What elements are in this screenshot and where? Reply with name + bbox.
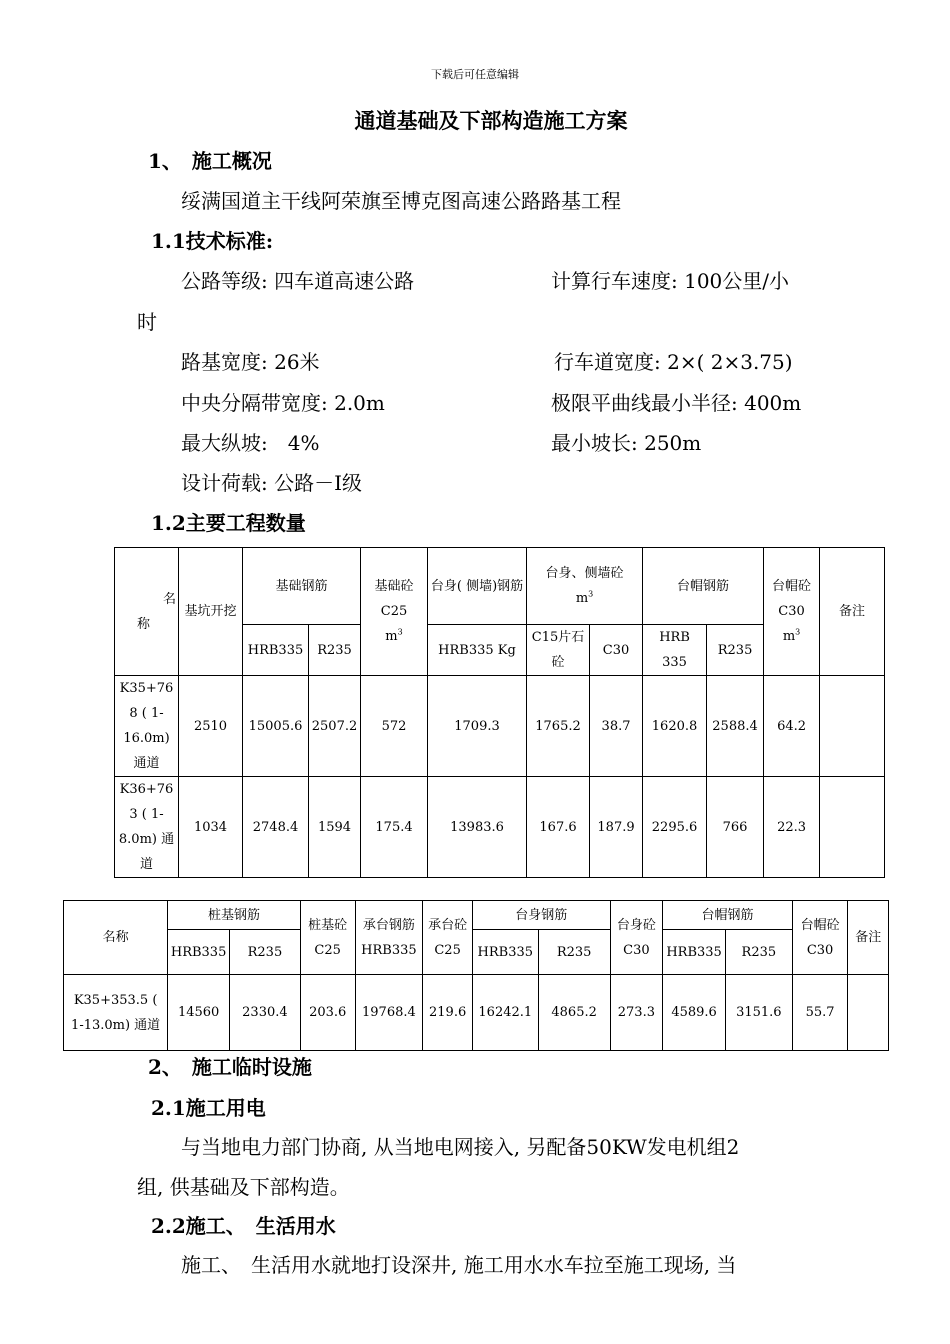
quantity-table-2	[63, 900, 889, 1051]
subheader-c30: C30	[590, 625, 643, 676]
table-cell: 14560	[168, 975, 230, 1051]
table-cell: 22.3	[764, 777, 820, 878]
table-cell: K36+763 ( 1-8.0m) 通道	[115, 777, 179, 878]
subheader-hrb335-b: HRB 335	[643, 625, 707, 676]
table-cell: 16242.1	[472, 975, 538, 1051]
table-cell: 572	[361, 676, 428, 777]
project-name: 绥满国道主干线阿荣旗至博克图高速公路路基工程	[181, 189, 621, 213]
subheader-r235: R235	[309, 625, 361, 676]
design-speed-cont: 时	[137, 310, 157, 334]
design-speed: 计算行车速度: 100公里/小	[551, 269, 790, 293]
table-cell: K35+768 ( 1-16.0m) 通道	[115, 676, 179, 777]
min-radius: 极限平曲线最小半径: 400m	[551, 391, 802, 415]
col-header-cap-conc: 台帽砼C30 $m^3$	[764, 548, 820, 676]
water-paragraph-line-1: 施工、 生活用水就地打设深井, 施工用水水车拉至施工现场, 当	[181, 1253, 737, 1277]
col-header-abut-steel: 台身( 侧墙)钢筋	[428, 548, 527, 625]
table-cell: 1765.2	[527, 676, 590, 777]
col-header-pit: 基坑开挖	[179, 548, 243, 676]
subgrade-width: 路基宽度: 26米	[181, 350, 320, 374]
section-1-2-heading: 1.2主要工程数量	[151, 511, 306, 535]
table-cell: 2330.4	[229, 975, 300, 1051]
table-cell: 13983.6	[428, 777, 527, 878]
table-cell: 175.4	[361, 777, 428, 878]
subheader-c15: C15片石砼	[527, 625, 590, 676]
median-width: 中央分隔带宽度: 2.0m	[181, 391, 385, 415]
section-2-2-heading: 2.2施工、 生活用水	[151, 1214, 336, 1238]
subheader-hrb335-kg: HRB335 Kg	[428, 625, 527, 676]
col-header-abut-conc: 台身砼C30	[610, 901, 663, 975]
min-slope-length: 最小坡长: 250m	[551, 431, 702, 455]
table-cell: 38.7	[590, 676, 643, 777]
table-cell: K35+353.5 ( 1-13.0m) 通道	[64, 975, 168, 1051]
subheader-r235-b: R235	[707, 625, 764, 676]
page-header: 下载后可任意编辑	[431, 68, 519, 81]
road-grade: 公路等级: 四车道高速公路	[181, 269, 415, 293]
power-paragraph-line-2: 组, 供基础及下部构造。	[137, 1175, 350, 1199]
table-cell: 2295.6	[643, 777, 707, 878]
table-cell: 2588.4	[707, 676, 764, 777]
col-header-name: 名称	[64, 901, 168, 975]
table-cell	[820, 777, 885, 878]
table-cell: 15005.6	[243, 676, 309, 777]
table-row	[115, 676, 885, 777]
table-cell: 187.9	[590, 777, 643, 878]
table-cell: 1034	[179, 777, 243, 878]
col-header-found-conc: 基础砼C25 $m^3$	[361, 548, 428, 676]
table-cell: 19768.4	[355, 975, 423, 1051]
subheader-hrb335: HRB335	[243, 625, 309, 676]
col-header-capb-conc: 台帽砼C30	[792, 901, 848, 975]
table-cell: 1709.3	[428, 676, 527, 777]
design-load: 设计荷载: 公路－Ⅰ级	[181, 471, 362, 495]
col-header-cap-conc: 承台砼C25	[423, 901, 473, 975]
col-header-abut-steel: 台身钢筋	[472, 901, 610, 930]
table-cell: 2510	[179, 676, 243, 777]
table-cell: 273.3	[610, 975, 663, 1051]
col-header-pile-conc: 桩基砼C25	[300, 901, 355, 975]
table-cell: 203.6	[300, 975, 355, 1051]
section-1-1-heading: 1.1技术标准:	[151, 229, 274, 253]
table-cell: 2748.4	[243, 777, 309, 878]
col-header-pile-steel: 桩基钢筋	[168, 901, 301, 930]
table-cell: 64.2	[764, 676, 820, 777]
table-cell: 1620.8	[643, 676, 707, 777]
table-cell: 167.6	[527, 777, 590, 878]
table-row	[115, 777, 885, 878]
col-header-capb-steel: 台帽钢筋	[663, 901, 793, 930]
col-header-found-steel: 基础钢筋	[243, 548, 361, 625]
col-header-cap-steel: 台帽钢筋	[643, 548, 764, 625]
subheader-r235: R235	[229, 930, 300, 975]
table-cell: 3151.6	[725, 975, 792, 1051]
table-cell: 766	[707, 777, 764, 878]
table-cell: 55.7	[792, 975, 848, 1051]
table-cell: 219.6	[423, 975, 473, 1051]
section-1-heading: 1、 施工概况	[148, 149, 272, 173]
col-header-name: 名 称	[115, 548, 179, 676]
table-cell	[820, 676, 885, 777]
table-cell: 4865.2	[538, 975, 610, 1051]
quantity-table-1	[114, 547, 885, 878]
subheader-hrb335: HRB335	[663, 930, 726, 975]
power-paragraph-line-1: 与当地电力部门协商, 从当地电网接入, 另配备50KW发电机组2	[181, 1135, 740, 1159]
lane-width: 行车道宽度: 2×( 2×3.75)	[554, 350, 793, 374]
col-header-abut-conc: 台身、侧墙砼 $m^3$	[527, 548, 643, 625]
section-2-heading: 2、 施工临时设施	[148, 1055, 312, 1079]
col-header-note: 备注	[848, 901, 889, 975]
subheader-hrb335: HRB335	[472, 930, 538, 975]
page-title: 通道基础及下部构造施工方案	[354, 108, 628, 133]
table-cell: 1594	[309, 777, 361, 878]
table-cell	[848, 975, 889, 1051]
max-grade: 最大纵坡: 4%	[181, 431, 320, 455]
subheader-hrb335: HRB335	[168, 930, 230, 975]
col-header-note: 备注	[820, 548, 885, 676]
table-cell: 4589.6	[663, 975, 726, 1051]
table-cell: 2507.2	[309, 676, 361, 777]
subheader-r235: R235	[538, 930, 610, 975]
section-2-1-heading: 2.1施工用电	[151, 1096, 266, 1120]
col-header-cap-steel: 承台钢筋HRB335	[355, 901, 423, 975]
subheader-r235: R235	[725, 930, 792, 975]
table-row	[64, 975, 889, 1051]
